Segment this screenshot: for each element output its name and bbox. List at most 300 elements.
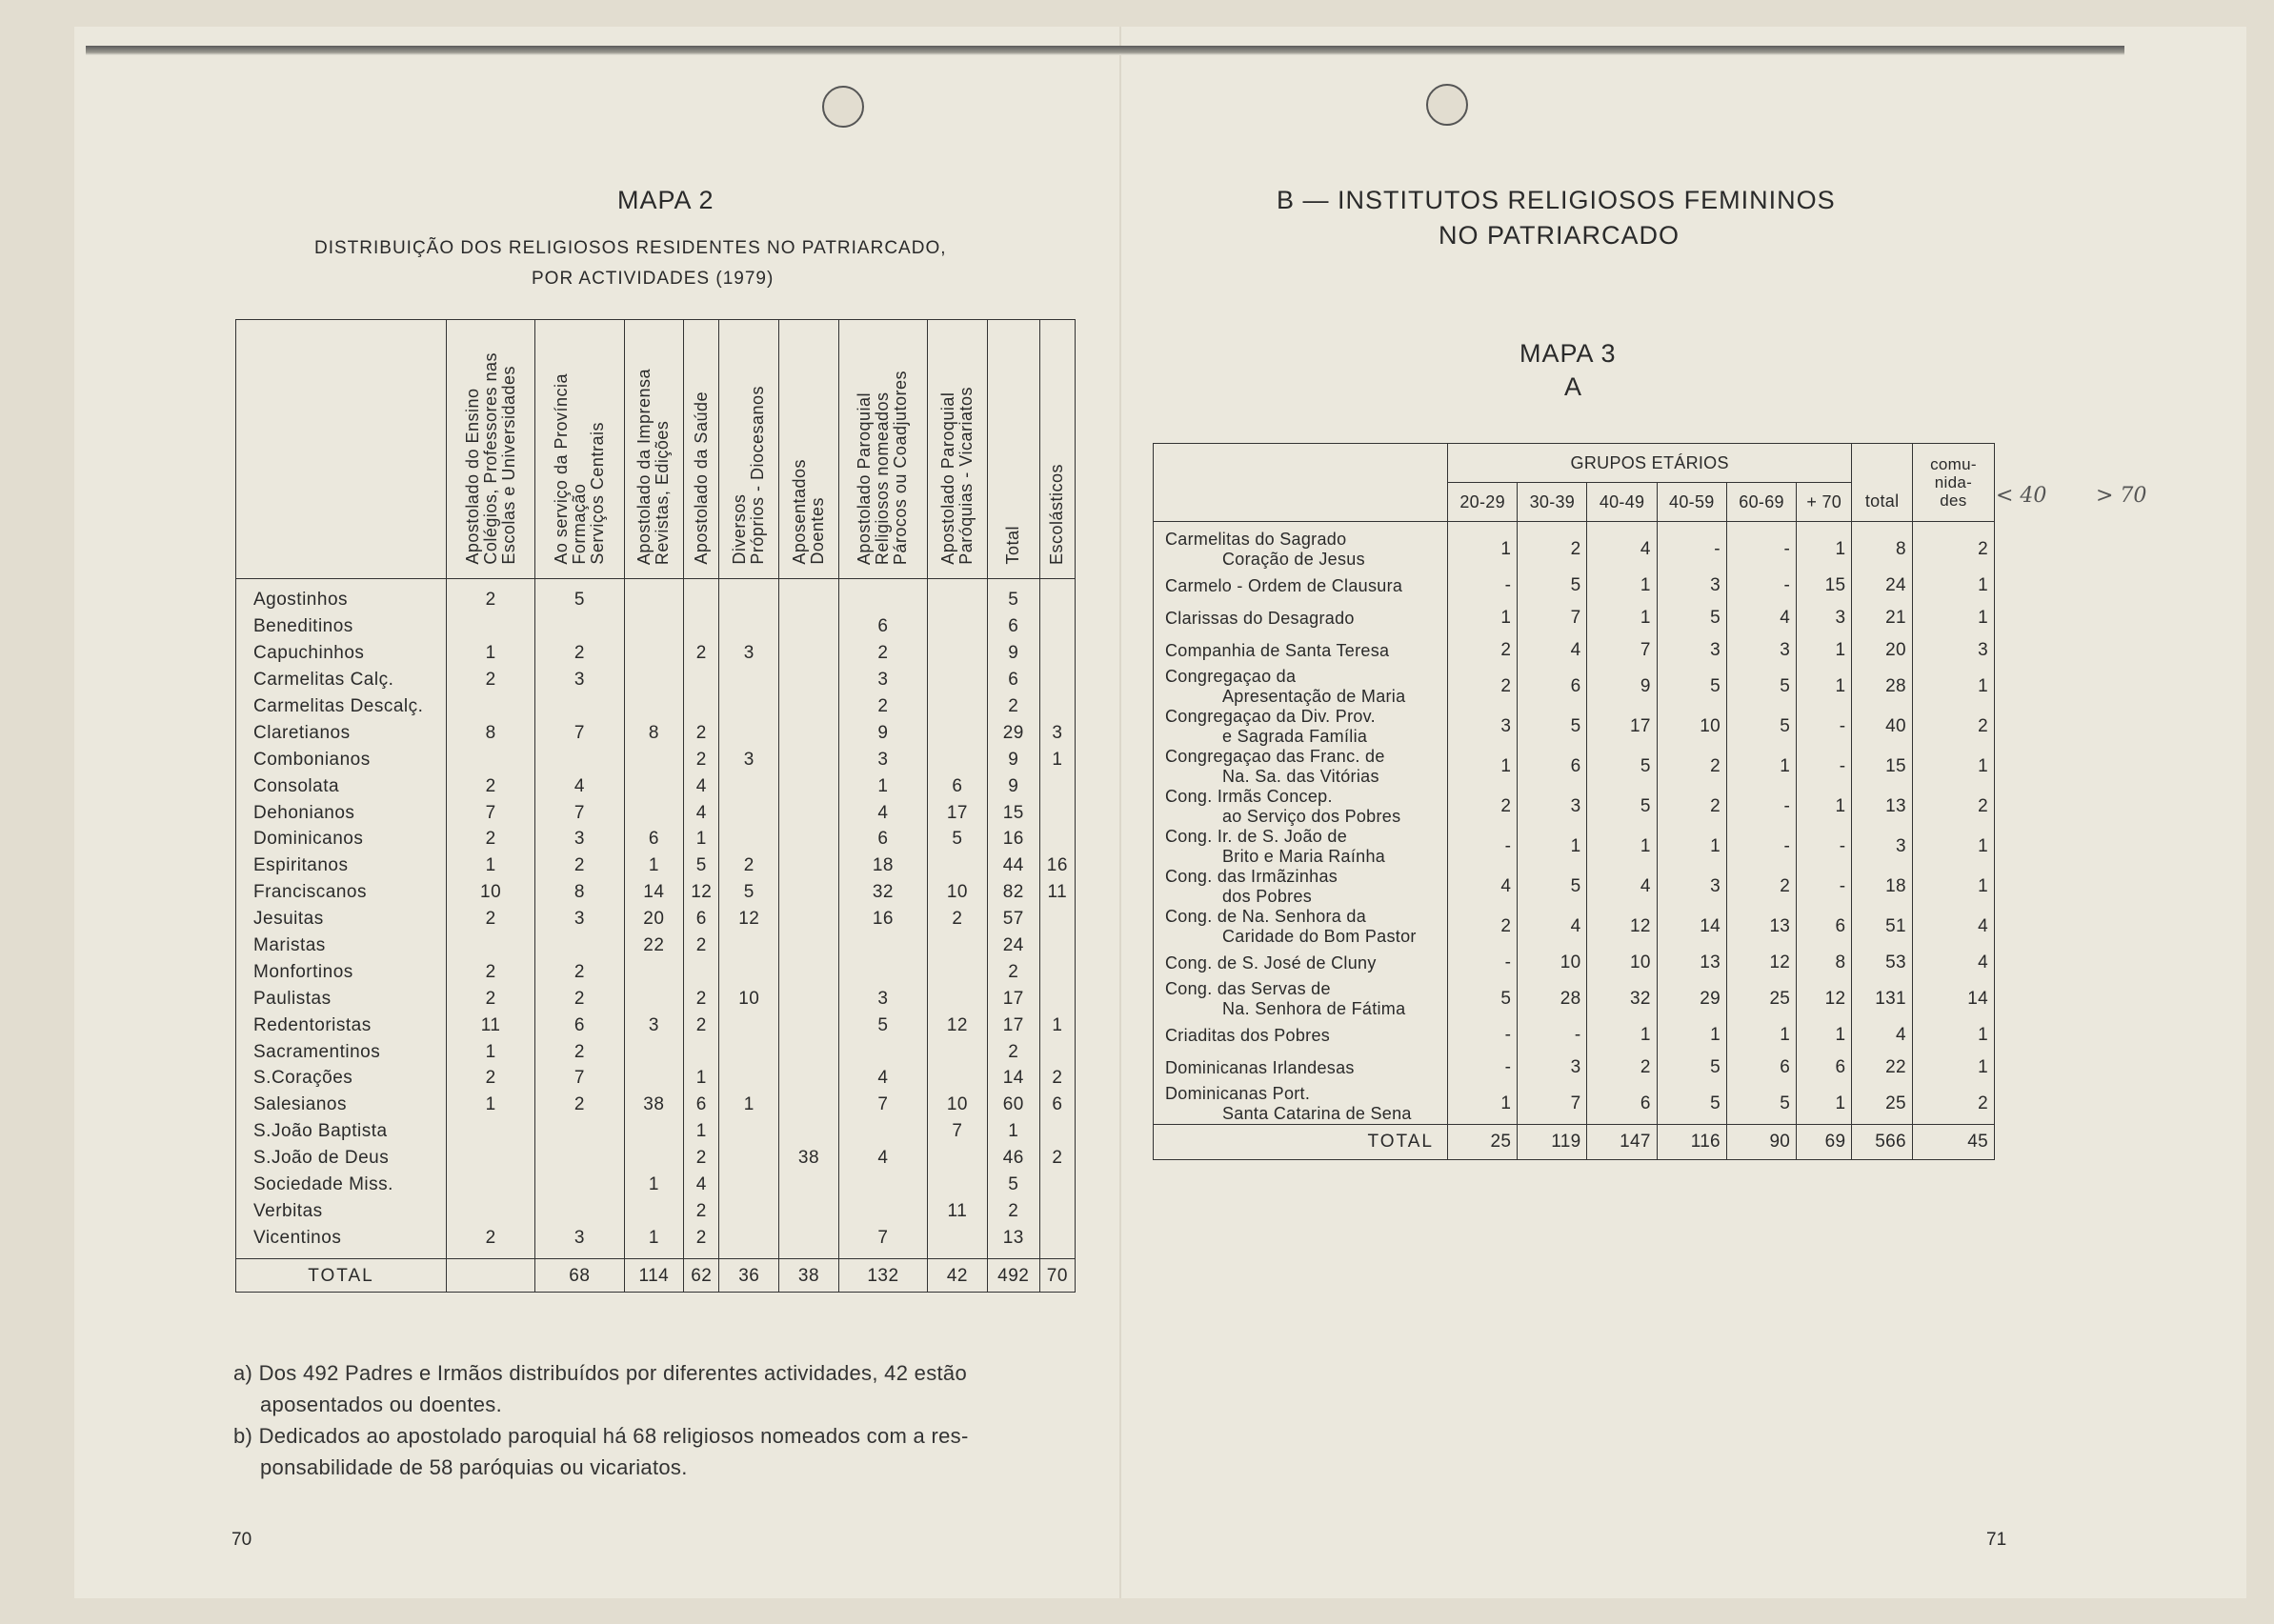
table-cell: 9 <box>1587 667 1657 707</box>
table-cell: 1 <box>1912 602 1994 634</box>
table-cell: 18 <box>838 852 927 879</box>
table-cell <box>1039 613 1075 640</box>
table-cell: 5 <box>535 579 624 613</box>
table-cell: 2 <box>987 1197 1039 1224</box>
table-cell: 2 <box>1726 867 1796 907</box>
table-cell: - <box>1726 570 1796 602</box>
table-cell: 3 <box>535 826 624 852</box>
table-cell: 1 <box>987 1118 1039 1145</box>
table-cell <box>447 1118 535 1145</box>
table-cell: 1 <box>684 826 719 852</box>
table-cell: - <box>1657 522 1726 571</box>
table-cell: 6 <box>624 826 684 852</box>
table-row <box>236 985 1076 1012</box>
table-cell: 6 <box>684 1092 719 1118</box>
table-cell <box>684 579 719 613</box>
table-cell: 24 <box>987 932 1039 959</box>
table-cell <box>684 693 719 720</box>
row-label <box>1154 867 1448 907</box>
row-label-line-1: Cong. de S. José de Cluny <box>1165 952 1377 972</box>
table-cell <box>779 746 839 772</box>
row-label <box>1154 707 1448 747</box>
table-cell: 1 <box>1587 827 1657 867</box>
table-cell <box>535 693 624 720</box>
table-cell <box>447 693 535 720</box>
header-line: Escolásticos <box>1047 463 1067 565</box>
table-row <box>1154 570 1995 602</box>
table-cell <box>447 1172 535 1198</box>
row-label: Carmelitas Calç. <box>236 667 447 693</box>
table-cell: 13 <box>1726 907 1796 947</box>
table-cell <box>928 1172 988 1198</box>
table-row <box>1154 1084 1995 1125</box>
column-header <box>987 320 1039 579</box>
age-group-header: 20-29 <box>1448 483 1518 522</box>
table-cell: 2 <box>447 772 535 799</box>
table-row <box>236 852 1076 879</box>
table-cell <box>719 1118 779 1145</box>
table-cell: 6 <box>928 772 988 799</box>
table-row <box>1154 867 1995 907</box>
column-header-label <box>731 386 767 565</box>
table-cell <box>719 693 779 720</box>
table-cell <box>624 1145 684 1172</box>
table-row <box>236 1065 1076 1092</box>
table-cell: 7 <box>838 1224 927 1258</box>
row-label-line-2: dos Pobres <box>1222 887 1313 906</box>
table-cell: 82 <box>987 879 1039 906</box>
table-cell: 3 <box>838 985 927 1012</box>
table-cell: 5 <box>838 1012 927 1038</box>
table-cell <box>1039 985 1075 1012</box>
table-cell <box>779 799 839 826</box>
row-label: Verbitas <box>236 1197 447 1224</box>
comm-header-line-2: nida- <box>1934 473 1973 491</box>
table-cell: 4 <box>838 1145 927 1172</box>
table-cell <box>779 1224 839 1258</box>
table-cell: 6 <box>987 613 1039 640</box>
row-label-line-1: Cong. das Servas de <box>1165 979 1331 998</box>
table-cell: 1 <box>1039 746 1075 772</box>
table-cell <box>779 1092 839 1118</box>
table-cell <box>928 719 988 746</box>
column-header <box>684 320 719 579</box>
table-cell: 18 <box>1852 867 1913 907</box>
table-cell <box>779 932 839 959</box>
table-cell: 1 <box>1797 1084 1852 1125</box>
table-cell: 2 <box>1912 522 1994 571</box>
table-cell: - <box>1518 1019 1587 1052</box>
table-cell: 2 <box>684 640 719 667</box>
table-cell: 29 <box>1657 979 1726 1019</box>
column-header <box>447 320 535 579</box>
table-cell: 2 <box>1587 1052 1657 1084</box>
header-line: Apostolado Paroquial <box>937 391 957 565</box>
table-cell: 5 <box>1518 570 1587 602</box>
table-row <box>1154 634 1995 667</box>
total-cell: 147 <box>1587 1125 1657 1160</box>
table-cell: 7 <box>1518 602 1587 634</box>
table-cell: 3 <box>1448 707 1518 747</box>
table-row <box>236 879 1076 906</box>
table-row <box>1154 787 1995 827</box>
table-cell: 1 <box>624 852 684 879</box>
header-line: Formação <box>569 483 589 565</box>
table-cell: 1 <box>1657 827 1726 867</box>
table-cell <box>719 772 779 799</box>
table-cell: 2 <box>684 1224 719 1258</box>
table-cell <box>1039 1118 1075 1145</box>
table-cell: 3 <box>535 667 624 693</box>
column-header <box>624 320 684 579</box>
total-cell: 492 <box>987 1259 1039 1293</box>
table-cell <box>719 1224 779 1258</box>
table-cell: 3 <box>1852 827 1913 867</box>
table-cell: 6 <box>535 1012 624 1038</box>
header-line: Ao serviço da Província <box>551 373 571 565</box>
total-cell: 45 <box>1912 1125 1994 1160</box>
column-header-label <box>939 387 976 565</box>
table-cell <box>684 1038 719 1065</box>
table-row <box>1154 1052 1995 1084</box>
table-cell: 5 <box>1657 1084 1726 1125</box>
table-cell: 4 <box>535 772 624 799</box>
row-label-line-1: Cong. de Na. Senhora da <box>1165 907 1367 926</box>
table-cell: 16 <box>1039 852 1075 879</box>
table-cell: 22 <box>624 932 684 959</box>
table-cell <box>779 1012 839 1038</box>
table-cell: 3 <box>1518 1052 1587 1084</box>
row-label: Dominicanos <box>236 826 447 852</box>
note-b-line-1: b) Dedicados ao apostolado paroquial há 68 religiosos nomeados com a res- <box>233 1424 969 1448</box>
table-cell: 6 <box>987 667 1039 693</box>
column-header-label <box>855 371 910 565</box>
table-cell: 17 <box>1587 707 1657 747</box>
table-cell: 2 <box>1448 907 1518 947</box>
table-cell: 14 <box>624 879 684 906</box>
table-cell: 2 <box>838 693 927 720</box>
table-cell: 5 <box>1726 1084 1796 1125</box>
table-cell: 12 <box>1797 979 1852 1019</box>
table-cell: 32 <box>1587 979 1657 1019</box>
table-cell: 32 <box>838 879 927 906</box>
table-cell: 28 <box>1852 667 1913 707</box>
table-cell <box>928 932 988 959</box>
table-cell <box>719 613 779 640</box>
age-group-header: 40-49 <box>1587 483 1657 522</box>
header-line: Paróquias - Vicariatos <box>956 387 976 565</box>
table-cell: 12 <box>684 879 719 906</box>
table-cell <box>719 719 779 746</box>
table-cell: 1 <box>1912 1019 1994 1052</box>
table-cell <box>838 1038 927 1065</box>
column-header-label <box>693 391 711 565</box>
column-header-label <box>464 352 518 565</box>
table-cell <box>1039 799 1075 826</box>
table-cell: 2 <box>987 693 1039 720</box>
table-cell: 4 <box>1726 602 1796 634</box>
table-row <box>236 1012 1076 1038</box>
table-cell <box>624 613 684 640</box>
row-label-line-1: Carmelitas do Sagrado <box>1165 530 1347 549</box>
row-label <box>1154 667 1448 707</box>
header-line: Apostolado Paroquial <box>855 391 875 565</box>
table-cell: 7 <box>1518 1084 1587 1125</box>
table-cell: 5 <box>1587 747 1657 787</box>
table-cell: 7 <box>838 1092 927 1118</box>
punch-hole-right <box>1426 84 1468 126</box>
table-cell: 1 <box>447 1092 535 1118</box>
table-cell <box>779 879 839 906</box>
column-header-label <box>635 369 672 565</box>
table-cell: 7 <box>535 1065 624 1092</box>
table-cell: 13 <box>987 1224 1039 1258</box>
table-cell: 8 <box>1852 522 1913 571</box>
mapa3-table <box>1153 443 1995 1160</box>
table-cell: 6 <box>1726 1052 1796 1084</box>
scan-shadow <box>86 46 2124 55</box>
table-cell: 12 <box>1587 907 1657 947</box>
column-header-label <box>1048 464 1066 565</box>
table-cell: 6 <box>838 826 927 852</box>
table-cell <box>719 1038 779 1065</box>
communities-header <box>1912 444 1994 522</box>
header-line: Revistas, Edições <box>653 420 673 565</box>
table-cell <box>928 746 988 772</box>
table-cell: 2 <box>447 579 535 613</box>
table-cell: 2 <box>535 985 624 1012</box>
note-b-line-2: ponsabilidade de 58 paróquias ou vicariatos. <box>260 1455 688 1479</box>
row-label-line-1: Cong. Irmãs Concep. <box>1165 787 1333 806</box>
punch-hole-left <box>822 86 864 128</box>
corner-cell <box>236 320 447 579</box>
table-cell: 5 <box>1448 979 1518 1019</box>
row-label: Jesuitas <box>236 906 447 932</box>
comm-header-line-1: comu- <box>1930 455 1977 473</box>
table-row <box>236 772 1076 799</box>
table-cell: 15 <box>1797 570 1852 602</box>
table-cell: 2 <box>928 906 988 932</box>
table-cell: 21 <box>1852 602 1913 634</box>
age-group-header: total <box>1852 483 1913 522</box>
table-cell <box>779 719 839 746</box>
row-label: Espiritanos <box>236 852 447 879</box>
table-cell <box>624 799 684 826</box>
table-cell: 2 <box>1912 707 1994 747</box>
header-line: Párocos ou Coadjutores <box>891 370 911 565</box>
header-line: Apostolado da Imprensa <box>634 368 654 565</box>
table-cell: 25 <box>1852 1084 1913 1125</box>
table-cell: 2 <box>1657 747 1726 787</box>
table-cell: - <box>1797 747 1852 787</box>
table-cell: 14 <box>1657 907 1726 947</box>
row-label: Monfortinos <box>236 958 447 985</box>
table-cell: 4 <box>684 1172 719 1198</box>
header-line: Colégios, Professores nas <box>480 352 500 565</box>
table-cell <box>684 667 719 693</box>
table-row <box>1154 947 1995 979</box>
row-label <box>1154 787 1448 827</box>
total-cell: 68 <box>535 1259 624 1293</box>
table-cell <box>928 1065 988 1092</box>
table-cell: 2 <box>838 640 927 667</box>
table-cell: 2 <box>1657 787 1726 827</box>
row-label-line-2: Santa Catarina de Sena <box>1222 1104 1412 1123</box>
total-cell: 42 <box>928 1259 988 1293</box>
table-cell <box>1039 932 1075 959</box>
table-cell: 3 <box>1726 634 1796 667</box>
row-label-line-2: Caridade do Bom Pastor <box>1222 927 1417 946</box>
header-line: Próprios - Diocesanos <box>748 386 768 565</box>
table-cell <box>684 958 719 985</box>
table-cell: 1 <box>1912 747 1994 787</box>
row-label <box>1154 827 1448 867</box>
table-cell: 4 <box>838 799 927 826</box>
table-row <box>1154 667 1995 707</box>
table-cell: 12 <box>719 906 779 932</box>
table-cell: 24 <box>1852 570 1913 602</box>
table-cell <box>535 1197 624 1224</box>
table-cell: 1 <box>719 1092 779 1118</box>
table-cell: 5 <box>1518 707 1587 747</box>
table-cell <box>719 1012 779 1038</box>
table-cell <box>1039 640 1075 667</box>
total-cell: 90 <box>1726 1125 1796 1160</box>
table-cell <box>779 1038 839 1065</box>
table-cell: 38 <box>624 1092 684 1118</box>
table-cell: 1 <box>838 772 927 799</box>
table-cell: 3 <box>1657 570 1726 602</box>
table-cell <box>624 640 684 667</box>
table-cell <box>447 1145 535 1172</box>
row-label-line-1: Dominicanas Irlandesas <box>1165 1057 1355 1077</box>
table-cell: - <box>1726 827 1796 867</box>
table-cell: 5 <box>684 852 719 879</box>
table-cell: 2 <box>684 719 719 746</box>
table-row <box>236 1197 1076 1224</box>
row-label-line-2: ao Serviço dos Pobres <box>1222 807 1401 826</box>
table-cell <box>928 640 988 667</box>
table-cell: 25 <box>1726 979 1796 1019</box>
table-row <box>236 906 1076 932</box>
table-cell <box>779 613 839 640</box>
table-cell <box>624 1118 684 1145</box>
table-cell <box>928 985 988 1012</box>
handwritten-note-1: < 40 <box>1996 484 2047 508</box>
table-cell: 7 <box>1587 634 1657 667</box>
table-cell: 1 <box>447 852 535 879</box>
table-cell <box>535 1118 624 1145</box>
header-line: Escolas e Universidades <box>498 366 518 565</box>
table-cell: 2 <box>1912 1084 1994 1125</box>
table-cell: 17 <box>928 799 988 826</box>
table-cell: 1 <box>1797 522 1852 571</box>
table-cell: 5 <box>1726 707 1796 747</box>
row-label-line-2: Na. Sa. das Vitórias <box>1222 767 1379 786</box>
table-cell: 4 <box>1518 634 1587 667</box>
table-cell <box>838 579 927 613</box>
table-cell: 16 <box>987 826 1039 852</box>
table-cell: 1 <box>684 1065 719 1092</box>
table-cell: 3 <box>1657 867 1726 907</box>
total-row <box>236 1259 1076 1293</box>
mapa3-subtitle: A <box>1564 372 1582 401</box>
table-cell: 1 <box>1587 1019 1657 1052</box>
table-row <box>236 667 1076 693</box>
table-cell <box>719 667 779 693</box>
table-cell: 5 <box>928 826 988 852</box>
table-cell <box>779 1172 839 1198</box>
table-cell: 8 <box>535 879 624 906</box>
table-cell: - <box>1448 1052 1518 1084</box>
table-cell <box>1039 579 1075 613</box>
table-cell: 1 <box>1587 602 1657 634</box>
table-cell <box>1039 1197 1075 1224</box>
table-cell: 2 <box>1518 522 1587 571</box>
table-cell: 4 <box>684 799 719 826</box>
table-row <box>236 826 1076 852</box>
table-cell: 14 <box>1912 979 1994 1019</box>
table-cell: 2 <box>447 1065 535 1092</box>
row-label <box>1154 907 1448 947</box>
total-cell: 38 <box>779 1259 839 1293</box>
table-cell: 15 <box>1852 747 1913 787</box>
mapa2-title: MAPA 2 <box>617 186 714 214</box>
total-cell: 119 <box>1518 1125 1587 1160</box>
table-cell <box>779 1118 839 1145</box>
header-line: Doentes <box>807 497 827 565</box>
table-row <box>236 693 1076 720</box>
mapa3-title: MAPA 3 <box>1519 339 1617 368</box>
table-cell: 1 <box>1448 522 1518 571</box>
table-cell: 1 <box>1448 747 1518 787</box>
table-cell: 4 <box>1912 907 1994 947</box>
table-row <box>1154 522 1995 571</box>
table-cell: 2 <box>535 640 624 667</box>
handwritten-note-2: > 70 <box>2096 484 2147 508</box>
row-label: Consolata <box>236 772 447 799</box>
table-row <box>236 1224 1076 1258</box>
table-cell: 2 <box>447 826 535 852</box>
table-cell <box>447 932 535 959</box>
table-cell: 2 <box>987 958 1039 985</box>
table-cell <box>779 667 839 693</box>
table-cell: 5 <box>1726 667 1796 707</box>
table-cell: 40 <box>1852 707 1913 747</box>
table-cell <box>838 1172 927 1198</box>
row-label-line-2: e Sagrada Família <box>1222 727 1368 746</box>
table-cell <box>1039 1224 1075 1258</box>
table-cell: 1 <box>1039 1012 1075 1038</box>
table-cell: 2 <box>684 1012 719 1038</box>
table-cell: 3 <box>1039 719 1075 746</box>
column-header <box>928 320 988 579</box>
table-cell: 17 <box>987 1012 1039 1038</box>
table-cell: 5 <box>1518 867 1587 907</box>
row-label <box>1154 1019 1448 1052</box>
page-fold <box>1119 27 1121 1598</box>
total-cell: 25 <box>1448 1125 1518 1160</box>
table-cell <box>928 958 988 985</box>
table-cell: 1 <box>684 1118 719 1145</box>
table-cell: 1 <box>624 1224 684 1258</box>
table-cell <box>1039 1172 1075 1198</box>
table-cell: - <box>1448 947 1518 979</box>
total-cell: 69 <box>1797 1125 1852 1160</box>
table-row <box>236 1118 1076 1145</box>
table-cell: 2 <box>1912 787 1994 827</box>
table-cell: 51 <box>1852 907 1913 947</box>
